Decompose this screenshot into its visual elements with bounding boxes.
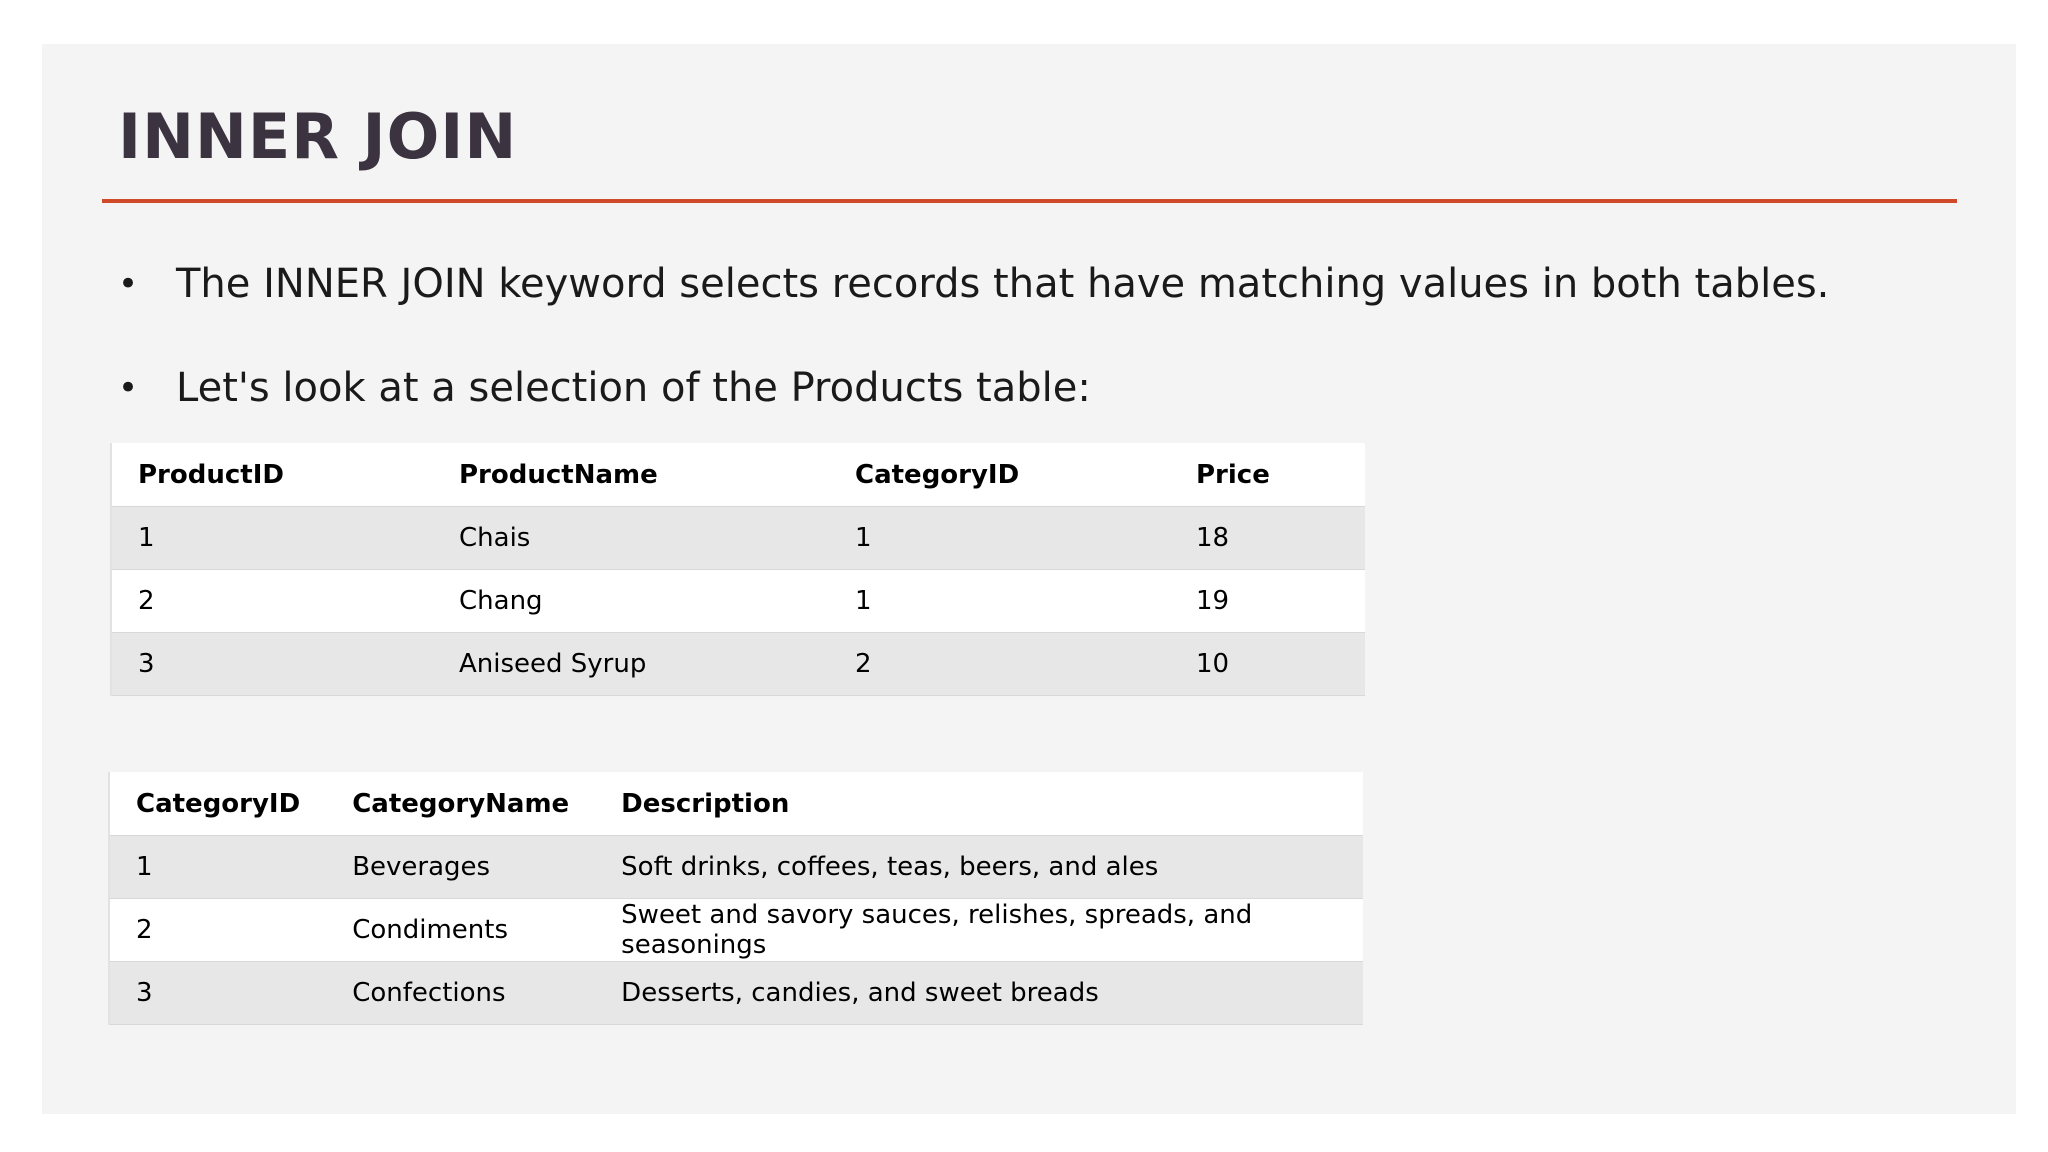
table-row	[111, 633, 1365, 696]
table-row	[109, 836, 1363, 899]
table-cell: 2	[109, 899, 326, 962]
column-header: CategoryID	[109, 772, 326, 836]
table-cell: 18	[1170, 507, 1365, 570]
table-cell: 1	[109, 836, 326, 899]
title-divider	[102, 199, 1957, 203]
table-cell: 1	[829, 507, 1170, 570]
table-cell: Aniseed Syrup	[433, 633, 829, 696]
table-row	[109, 899, 1363, 962]
table-cell: Confections	[326, 962, 595, 1025]
table-cell: 2	[111, 570, 433, 633]
bullet-text: Let's look at a selection of the Products table:	[176, 365, 1091, 411]
table-cell: 3	[111, 633, 433, 696]
categories-table	[108, 772, 1363, 1025]
bullet-list	[118, 256, 1829, 464]
table-cell: Beverages	[326, 836, 595, 899]
column-header: Description	[595, 772, 1363, 836]
table-cell: 1	[111, 507, 433, 570]
table-row	[109, 962, 1363, 1025]
bullet-text: The INNER JOIN keyword selects records that have matching values in both tables.	[176, 261, 1830, 307]
table-cell: Condiments	[326, 899, 595, 962]
table-cell: 1	[829, 570, 1170, 633]
table-row	[111, 507, 1365, 570]
table-cell: Chang	[433, 570, 829, 633]
slide-title: INNER JOIN	[118, 100, 518, 173]
table-cell: 19	[1170, 570, 1365, 633]
table-header-row	[111, 443, 1365, 507]
table-row	[111, 570, 1365, 633]
column-header: ProductName	[433, 443, 829, 507]
column-header: ProductID	[111, 443, 433, 507]
bullet-item	[118, 256, 1829, 360]
bullet-icon: •	[118, 264, 139, 304]
column-header: Price	[1170, 443, 1365, 507]
table-cell: Desserts, candies, and sweet breads	[595, 962, 1363, 1025]
column-header: CategoryName	[326, 772, 595, 836]
table-cell: Chais	[433, 507, 829, 570]
table-cell: 10	[1170, 633, 1365, 696]
column-header: CategoryID	[829, 443, 1170, 507]
table-header-row	[109, 772, 1363, 836]
products-table	[110, 443, 1365, 696]
bullet-icon: •	[118, 368, 139, 408]
table-cell: Sweet and savory sauces, relishes, spreads, and seasonings	[595, 899, 1363, 962]
table-cell: 3	[109, 962, 326, 1025]
table-cell: 2	[829, 633, 1170, 696]
table-cell: Soft drinks, coffees, teas, beers, and ales	[595, 836, 1363, 899]
